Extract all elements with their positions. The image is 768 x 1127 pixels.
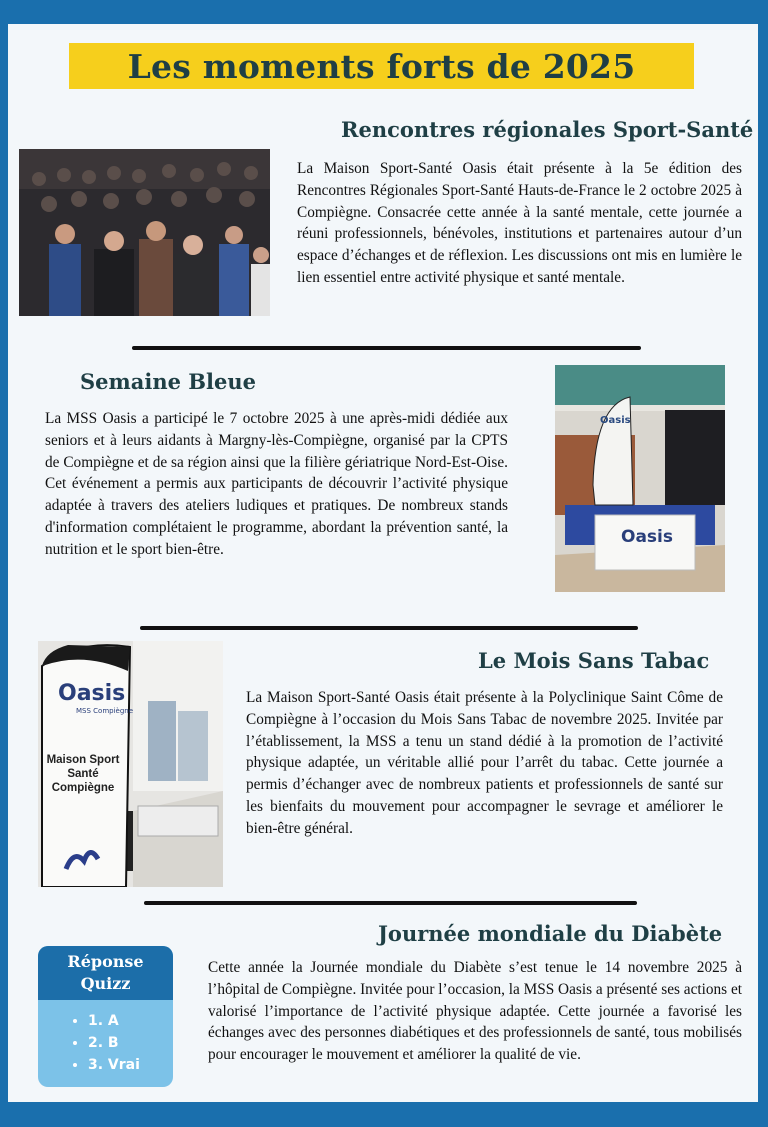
stand-tablecloth-brand: Oasis	[621, 527, 673, 547]
quiz-answer: • 1. A	[88, 1010, 173, 1032]
banner-line-1: Maison Sport	[46, 754, 120, 766]
section-title-mois-sans-tabac: Le Mois Sans Tabac	[478, 648, 710, 673]
section-text-semaine-bleue: La MSS Oasis a participé le 7 octobre 2025 à une après-midi dédiée aux seniors et à leurs aidants à Margny-lès-Compiègne, organisé par la CPTS de Compiègne et de sa région ainsi que la filière gériatrique Nord-Est-Oise. Cet événement a permis aux participants de découvrir l’activité physique adaptée à travers des ateliers ludiques et pratiques. De nombreux stands d'information complétaient le programme, abordant la prévention santé, la nutrition et le sport bien-être.	[45, 410, 508, 558]
banner-brand-sub: MSS Compiègne	[76, 707, 134, 715]
section-text-rencontres: La Maison Sport-Santé Oasis était présente à la 5e édition des Rencontres Régionales Sport-Santé Hauts-de-France le 2 octobre 2025 à Compiègne. Consacrée cette année à la santé mentale, cette journée a réuni professionnels, bénévoles, institutions et partenaires autour d’un espace d’échanges et de réflexion. Les discussions ont mis en lumière le lien essentiel entre activité physique et santé mentale.	[297, 160, 742, 286]
quiz-answer: • 3. Vrai	[88, 1054, 173, 1076]
photo-oasis-banner	[38, 641, 223, 887]
photo-stand-oasis	[555, 365, 725, 592]
quiz-answer-box	[38, 946, 173, 1087]
divider	[140, 626, 638, 630]
banner-brand: Oasis	[58, 681, 126, 706]
section-title-rencontres: Rencontres régionales Sport-Santé	[341, 117, 754, 142]
stand-flag-brand: Oasis	[600, 415, 631, 426]
section-title-semaine-bleue: Semaine Bleue	[80, 369, 256, 394]
quiz-title-line-1: Réponse	[67, 952, 144, 971]
quiz-title-line-2: Quizz	[80, 974, 131, 993]
page-title: Les moments forts de 2025	[127, 46, 636, 86]
banner-line-2: Santé	[67, 768, 99, 780]
banner-line-3: Compiègne	[51, 782, 115, 794]
photo-conference-audience	[19, 149, 270, 316]
quiz-answer: • 2. B	[88, 1032, 173, 1054]
quiz-answers-list	[38, 1010, 173, 1076]
section-text-diabete: Cette année la Journée mondiale du Diabète s’est tenue le 14 novembre 2025 à l’hôpital de Compiègne. Invitée pour l’occasion, la MSS Oasis a présenté ses actions et valorisé l’importance de l’activité physique adaptée. Cette journée a favorisé les échanges avec des personnes diabétiques et des professionnels de santé, tous mobilisés pour encourager le mouvement et améliorer la qualité de vie.	[208, 959, 742, 1064]
section-text-mois-sans-tabac: La Maison Sport-Santé Oasis était présente à la Polyclinique Saint Côme de Compiègne à l’occasion du Mois Sans Tabac de novembre 2025. Invitée par l’établissement, la MSS a tenu un stand dédié à la promotion de l’activité physique adaptée, un véritable allié pour l’arrêt du tabac. Cette journée a permis d’échanger avec de nombreux patients et professionnels de santé sur les bienfaits du mouvement pour accompagner le sevrage et améliorer le bien-être général.	[246, 689, 723, 837]
newsletter-page	[8, 24, 758, 1102]
title-banner	[69, 43, 694, 89]
banner-text	[40, 753, 126, 795]
divider	[144, 901, 637, 905]
quiz-header	[38, 946, 173, 1000]
section-title-diabete: Journée mondiale du Diabète	[378, 921, 723, 946]
divider	[132, 346, 641, 350]
